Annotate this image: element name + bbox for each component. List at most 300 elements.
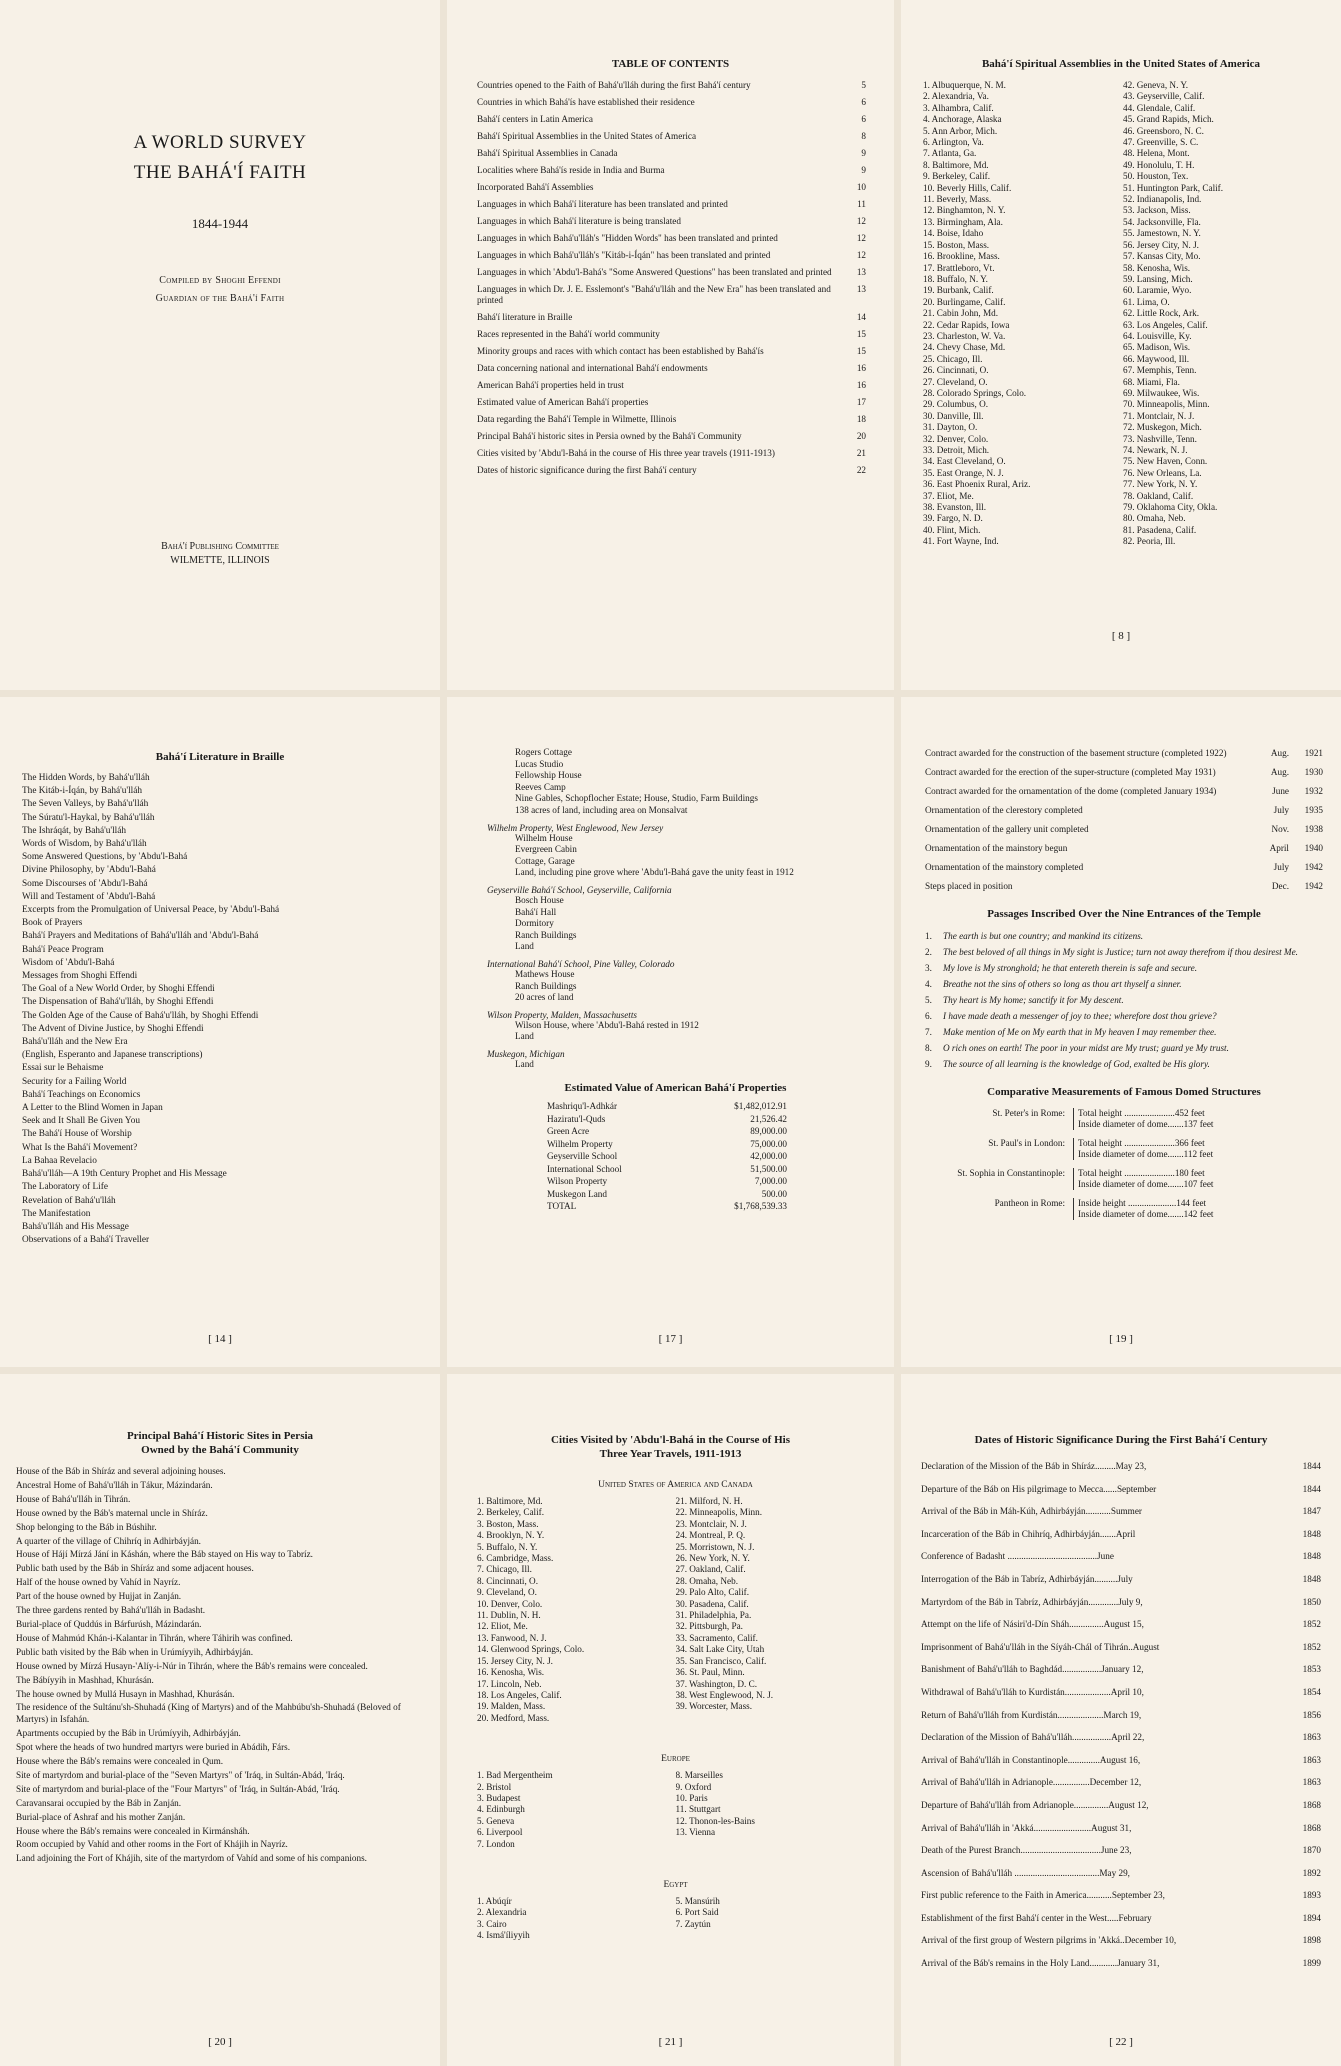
page-number: [ 22 ] xyxy=(1109,2036,1133,2048)
city-item: 12. Eliot, Me. xyxy=(477,1621,528,1632)
toc-entry-title: Races represented in the Bahá'í world community xyxy=(477,329,660,339)
date-year: 1894 xyxy=(1302,1912,1321,1923)
braille-item: Bahá'í Teachings on Economics xyxy=(22,1089,141,1100)
date-row xyxy=(921,1754,1321,1766)
value-label: Geyserville School xyxy=(547,1151,618,1162)
muskegon-list xyxy=(487,1059,864,1071)
braille-item: Will and Testament of 'Abdu'l-Bahá xyxy=(22,891,156,902)
date-year: 1868 xyxy=(1302,1799,1321,1810)
toc-entry xyxy=(477,380,866,391)
assembly-item: 36. East Phoenix Rural, Ariz. xyxy=(923,479,1031,490)
assembly-item: 52. Indianapolis, Ind. xyxy=(1123,194,1202,205)
assembly-item: 54. Jacksonville, Fla. xyxy=(1123,216,1201,227)
assembly-item: 26. Cincinnati, O. xyxy=(923,365,989,376)
toc-heading: TABLE OF CONTENTS xyxy=(611,58,730,70)
toc-entry xyxy=(477,431,866,442)
site-item: House of Bahá'u'lláh in Tihrán. xyxy=(16,1493,131,1504)
toc-entry xyxy=(477,448,866,459)
toc-entry-page: 14 xyxy=(856,312,866,322)
toc-entry-title: Incorporated Bahá'í Assemblies xyxy=(477,182,594,192)
dome-value-1: Total height ......................366 feet xyxy=(1078,1138,1205,1148)
value-amount: 89,000.00 xyxy=(750,1126,787,1137)
contract-text: Steps placed in position xyxy=(925,881,1013,891)
assembly-item: 62. Little Rock, Ark. xyxy=(1123,308,1200,319)
date-event: Arrival of the Báb in Máh-Kúh, Adhirbáyján...........Summer xyxy=(921,1506,1142,1517)
europe-heading: Europe xyxy=(661,1754,690,1765)
contract-month: April xyxy=(1269,843,1289,853)
assembly-item: 15. Boston, Mass. xyxy=(923,239,990,250)
date-row xyxy=(921,1822,1321,1834)
title-dates: 1844-1944 xyxy=(191,216,249,231)
passage-row xyxy=(925,994,1323,1006)
braille-list xyxy=(22,772,424,1247)
passage-text: I have made death a messenger of joy to thee; wherefore dost thou grieve? xyxy=(943,1011,1217,1021)
toc-entry-page: 9 xyxy=(861,148,866,158)
braille-item: The Seven Valleys, by Bahá'u'lláh xyxy=(22,799,149,810)
contract-row xyxy=(925,766,1323,778)
europe-col-2 xyxy=(676,1770,875,1850)
date-year: 1899 xyxy=(1302,1958,1321,1969)
city-item: 11. Dublin, N. H. xyxy=(477,1610,541,1621)
assembly-item: 77. New York, N. Y. xyxy=(1123,479,1198,490)
contract-month: June xyxy=(1272,786,1289,796)
date-event: Death of the Purest Branch...................................June 23, xyxy=(921,1845,1132,1856)
properties-content xyxy=(487,747,864,1213)
toc-entry xyxy=(477,465,866,476)
property-item: Reeves Camp xyxy=(515,781,566,792)
braille-item: Seek and It Shall Be Given You xyxy=(22,1116,141,1127)
date-year: 1870 xyxy=(1302,1845,1321,1856)
passage-text: Thy heart is My home; sanctify it for My descent. xyxy=(943,995,1124,1005)
date-row xyxy=(921,1505,1321,1517)
toc-entry-title: Minority groups and races with which contact has been established by Bahá'ís xyxy=(477,346,764,356)
assembly-item: 79. Oklahoma City, Okla. xyxy=(1123,502,1218,513)
dome-name: St. Paul's in London: xyxy=(988,1138,1065,1148)
braille-item: Bahá'í Peace Program xyxy=(22,944,104,955)
toc-entry-page: 18 xyxy=(856,414,866,424)
passage-row xyxy=(925,1010,1323,1022)
site-item: The Bábíyyih in Mashhad, Khurásán. xyxy=(16,1674,154,1685)
date-year: 1847 xyxy=(1302,1506,1321,1517)
passage-text: The earth is but one country; and mankind its citizens. xyxy=(943,931,1144,941)
date-row xyxy=(921,1528,1321,1540)
date-row xyxy=(921,1889,1321,1901)
braille-item: Excerpts from the Promulgation of Universal Peace, by 'Abdu'l-Bahá xyxy=(22,905,280,916)
contract-month: Aug. xyxy=(1270,748,1289,758)
property-item: Fellowship House xyxy=(515,770,582,781)
toc-entry-title: Bahá'í Spiritual Assemblies in the United States of America xyxy=(477,131,697,141)
braille-item: A Letter to the Blind Women in Japan xyxy=(22,1103,163,1114)
date-row xyxy=(921,1867,1321,1879)
persia-heading-2: Owned by the Bahá'í Community xyxy=(141,1444,299,1456)
assembly-item: 40. Flint, Mich. xyxy=(923,524,981,535)
city-item: 4. Edinburgh xyxy=(477,1804,525,1815)
contract-year: 1935 xyxy=(1304,805,1323,815)
contract-text: Ornamentation of the mainstory completed xyxy=(925,862,1084,872)
city-item: 2. Alexandria xyxy=(477,1907,527,1918)
site-item: The residence of the Sultánu'sh-Shuhadá (King of Martyrs) and of the Mahbúbu'sh-Shuhadá (Beloved of Martyrs) in Isfahán. xyxy=(16,1702,401,1725)
date-event: Arrival of the Báb's remains in the Holy Land............January 31, xyxy=(921,1958,1160,1969)
toc-entry xyxy=(477,114,866,125)
value-label: Haziratu'l-Quds xyxy=(547,1113,606,1124)
contracts-list xyxy=(925,747,1323,892)
braille-item: La Bahaa Revelacio xyxy=(22,1155,97,1166)
contract-row xyxy=(925,823,1323,835)
site-item: House owned by Mírzá Husayn-'Alíy-i-Núr in Tihrán, where the Báb's remains were concealed. xyxy=(16,1660,368,1671)
date-year: 1853 xyxy=(1302,1664,1321,1675)
city-item: 5. Geneva xyxy=(477,1815,515,1826)
assembly-item: 50. Houston, Tex. xyxy=(1123,171,1189,182)
page-number: [ 20 ] xyxy=(208,2036,232,2048)
contract-year: 1940 xyxy=(1304,843,1323,853)
braille-item: The Bahá'í House of Worship xyxy=(22,1129,132,1140)
city-item: 1. Baltimore, Md. xyxy=(477,1496,543,1506)
date-year: 1856 xyxy=(1302,1709,1321,1720)
site-item: The three gardens rented by Bahá'u'lláh in Badasht. xyxy=(16,1605,206,1616)
toc-entry-page: 12 xyxy=(856,216,866,226)
page-number: [ 17 ] xyxy=(658,1333,683,1345)
passage-text: The best beloved of all things in My sight is Justice; turn not away therefrom if thou desirest Me. xyxy=(943,947,1298,957)
braille-item: The Laboratory of Life xyxy=(22,1182,108,1193)
city-item: 19. Malden, Mass. xyxy=(477,1701,546,1712)
city-item: 35. San Francisco, Calif. xyxy=(675,1655,767,1666)
date-year: 1854 xyxy=(1302,1686,1321,1697)
assembly-item: 60. Laramie, Wyo. xyxy=(1123,285,1192,296)
value-row xyxy=(547,1138,864,1151)
assembly-item: 29. Columbus, O. xyxy=(923,399,989,410)
date-event: Declaration of the Mission of the Báb in Shíráz.........May 23, xyxy=(921,1461,1147,1471)
assembly-item: 75. New Haven, Conn. xyxy=(1123,456,1208,467)
domes-table xyxy=(925,1108,1323,1220)
city-item: 6. Cambridge, Mass. xyxy=(477,1553,554,1564)
passage-row xyxy=(925,1042,1323,1054)
value-row xyxy=(547,1163,864,1176)
braille-page xyxy=(0,697,440,1367)
city-item: 3. Cairo xyxy=(477,1918,507,1929)
toc-entry xyxy=(477,346,866,357)
contract-row xyxy=(925,842,1323,854)
site-item: Spot where the heads of two hundred martyrs were buried in Abádih, Fárs. xyxy=(16,1742,291,1753)
toc-entry-title: Languages in which Bahá'í literature has been translated and printed xyxy=(477,199,728,209)
assemblies-col-1 xyxy=(923,80,1123,548)
assembly-item: 73. Nashville, Tenn. xyxy=(1123,433,1197,444)
braille-item: The Golden Age of the Cause of Bahá'u'lláh, by Shoghi Effendi xyxy=(22,1010,259,1021)
temple-content xyxy=(925,747,1323,1228)
site-item: Apartments occupied by the Báb in Urúmíyyih, Adhirbáyján. xyxy=(16,1728,241,1739)
toc-entry-page: 6 xyxy=(861,97,866,107)
assemblies-page xyxy=(901,0,1341,690)
braille-heading: Bahá'í Literature in Braille xyxy=(155,751,285,763)
assembly-item: 42. Geneva, N. Y. xyxy=(1123,80,1189,90)
braille-item: The Súratu'l-Haykal, by Bahá'u'lláh xyxy=(22,812,155,823)
assembly-item: 65. Madison, Wis. xyxy=(1123,342,1191,353)
toc-entry-title: Estimated value of American Bahá'í properties xyxy=(477,397,649,407)
date-event: Incarceration of the Báb in Chihríq, Adhirbáyján.......April xyxy=(921,1528,1136,1539)
date-event: Departure of Bahá'u'lláh from Adrianople...............August 12, xyxy=(921,1799,1149,1810)
value-label: Wilson Property xyxy=(547,1176,608,1187)
property-item: Land xyxy=(515,941,534,952)
assembly-item: 22. Cedar Rapids, Iowa xyxy=(923,319,1010,330)
toc-page xyxy=(447,0,894,690)
toc-entry-page: 17 xyxy=(856,397,866,407)
assembly-item: 34. East Cleveland, O. xyxy=(923,456,1006,467)
city-item: 37. Washington, D. C. xyxy=(675,1678,758,1689)
braille-item: Messages from Shoghi Effendi xyxy=(22,971,138,982)
property-item: Wilhelm House xyxy=(515,832,573,843)
toc-entry-title: Languages in which Dr. J. E. Esslemont's "Bahá'u'lláh and the New Era" has been translated and printed xyxy=(477,284,831,305)
dome-row xyxy=(955,1108,1323,1130)
assembly-item: 56. Jersey City, N. J. xyxy=(1123,239,1199,250)
city-item: 24. Montreal, P. Q. xyxy=(675,1530,746,1541)
toc-list xyxy=(477,80,866,482)
property-item: Wilson House, where 'Abdu'l-Bahá rested in 1912 xyxy=(515,1019,699,1030)
city-item: 1. Abúqír xyxy=(477,1895,512,1906)
egypt-col-1 xyxy=(477,1896,676,1942)
page-number: [ 14 ] xyxy=(208,1333,232,1345)
site-item: Part of the house owned by Hujjat in Zanján. xyxy=(16,1591,182,1602)
contract-row xyxy=(925,785,1323,797)
toc-entry xyxy=(477,363,866,374)
assembly-item: 55. Jamestown, N. Y. xyxy=(1123,228,1201,239)
assembly-item: 61. Lima, O. xyxy=(1123,296,1170,307)
contract-year: 1930 xyxy=(1304,767,1323,777)
assembly-item: 44. Glendale, Calif. xyxy=(1123,102,1196,113)
assemblies-heading: Bahá'í Spiritual Assemblies in the United States of America xyxy=(981,58,1261,70)
toc-entry-page: 16 xyxy=(856,380,866,390)
contract-year: 1938 xyxy=(1304,824,1323,834)
passage-row xyxy=(925,978,1323,990)
assembly-item: 63. Los Angeles, Calif. xyxy=(1123,319,1208,330)
toc-entry-page: 21 xyxy=(856,448,866,458)
toc-entry-page: 22 xyxy=(856,465,866,475)
city-item: 14. Glenwood Springs, Colo. xyxy=(477,1644,585,1655)
dates-list xyxy=(921,1460,1321,1980)
value-row xyxy=(547,1200,864,1213)
braille-item: What Is the Bahá'í Movement? xyxy=(22,1142,138,1153)
date-year: 1863 xyxy=(1302,1732,1321,1743)
date-event: Conference of Badasht .......................................June xyxy=(921,1551,1114,1562)
city-item: 33. Sacramento, Calif. xyxy=(675,1632,758,1643)
date-row xyxy=(921,1844,1321,1856)
site-item: Site of martyrdom and burial-place of the "Four Martyrs" of 'Iráq, in Sultán-Abád, 'Iráq. xyxy=(16,1783,340,1794)
city-item: 7. Chicago, Ill. xyxy=(477,1564,532,1575)
contract-row xyxy=(925,747,1323,759)
date-row xyxy=(921,1731,1321,1743)
muskegon-heading: Muskegon, Michigan xyxy=(487,1048,565,1059)
assembly-item: 51. Huntington Park, Calif. xyxy=(1123,182,1224,193)
toc-entry-title: American Bahá'í properties held in trust xyxy=(477,380,624,390)
date-row xyxy=(921,1460,1321,1472)
contract-text: Contract awarded for the ornamentation of the dome (completed January 1934) xyxy=(925,786,1217,796)
passages-heading: Passages Inscribed Over the Nine Entrances of the Temple xyxy=(987,908,1261,920)
assembly-item: 45. Grand Rapids, Mich. xyxy=(1123,114,1214,125)
property-item: Bosch House xyxy=(515,894,564,905)
assembly-item: 25. Chicago, Ill. xyxy=(923,353,983,364)
site-item: A quarter of the village of Chihríq in Adhirbáyján. xyxy=(16,1535,201,1546)
date-row xyxy=(921,1550,1321,1562)
city-item: 5. Mansúrih xyxy=(675,1895,720,1906)
assembly-item: 8. Baltimore, Md. xyxy=(923,159,989,170)
assembly-item: 18. Buffalo, N. Y. xyxy=(923,273,988,284)
value-row xyxy=(547,1125,864,1138)
date-event: Arrival of Bahá'u'lláh in 'Akká.........................August 31, xyxy=(921,1822,1132,1833)
value-amount: 42,000.00 xyxy=(750,1151,787,1162)
toc-entry-page: 15 xyxy=(856,329,866,339)
property-item: Ranch Buildings xyxy=(515,980,577,991)
domes-heading: Comparative Measurements of Famous Domed Structures xyxy=(987,1086,1261,1098)
braille-item: The Hidden Words, by Bahá'u'lláh xyxy=(22,773,150,783)
site-item: Public bath visited by the Báb when in Urúmíyyih, Adhirbáyján. xyxy=(16,1646,254,1657)
value-amount: 21,526.42 xyxy=(750,1113,787,1124)
contract-year: 1932 xyxy=(1304,786,1323,796)
value-amount: $1,768,539.33 xyxy=(734,1201,787,1212)
assembly-item: 80. Omaha, Neb. xyxy=(1123,513,1186,524)
toc-entry-title: Bahá'í literature in Braille xyxy=(477,312,573,322)
city-item: 6. Liverpool xyxy=(477,1827,523,1838)
city-item: 18. Los Angeles, Calif. xyxy=(477,1689,562,1700)
braille-item: Words of Wisdom, by Bahá'u'lláh xyxy=(22,839,147,850)
assembly-item: 57. Kansas City, Mo. xyxy=(1123,251,1201,262)
assembly-item: 48. Helena, Mont. xyxy=(1123,148,1190,159)
property-item: Cottage, Garage xyxy=(515,855,575,866)
assembly-item: 27. Cleveland, O. xyxy=(923,376,988,387)
city-item: 23. Montclair, N. J. xyxy=(675,1518,747,1529)
value-label: International School xyxy=(547,1163,622,1174)
assembly-item: 71. Montclair, N. J. xyxy=(1123,410,1195,421)
passage-row xyxy=(925,930,1323,942)
value-amount: 51,500.00 xyxy=(750,1163,787,1174)
dome-row xyxy=(955,1168,1323,1190)
city-item: 13. Fanwood, N. J. xyxy=(477,1632,547,1643)
toc-entry xyxy=(477,165,866,176)
passage-number: 7. xyxy=(925,1027,932,1037)
assembly-item: 20. Burlingame, Calif. xyxy=(923,296,1006,307)
date-year: 1863 xyxy=(1302,1777,1321,1788)
toc-entry-page: 10 xyxy=(856,182,866,192)
assembly-item: 30. Danville, Ill. xyxy=(923,410,984,421)
persia-heading-1: Principal Bahá'í Historic Sites in Persia xyxy=(126,1430,314,1442)
assembly-item: 39. Fargo, N. D. xyxy=(923,513,983,524)
city-item: 2. Bristol xyxy=(477,1781,512,1792)
passage-row xyxy=(925,1058,1323,1070)
value-label: TOTAL xyxy=(547,1201,577,1212)
property-item: Mathews House xyxy=(515,968,575,979)
passage-number: 2. xyxy=(925,947,932,957)
cities-heading-1: Cities Visited by 'Abdu'l-Bahá in the Course of His xyxy=(551,1434,790,1446)
date-year: 1892 xyxy=(1302,1867,1321,1878)
property-item: 20 acres of land xyxy=(515,992,574,1003)
city-item: 30. Pasadena, Calif. xyxy=(675,1598,749,1609)
contract-month: Aug. xyxy=(1270,767,1289,777)
site-item: Burial-place of Ashraf and his mother Zanján. xyxy=(16,1811,186,1822)
toc-entry xyxy=(477,267,866,278)
dome-value-2: Inside diameter of dome.......112 feet xyxy=(1078,1149,1214,1159)
braille-item: The Manifestation xyxy=(22,1208,91,1219)
city-item: 8. Marseilles xyxy=(675,1770,723,1781)
toc-entry xyxy=(477,182,866,193)
toc-entry xyxy=(477,80,866,91)
passage-number: 4. xyxy=(925,979,932,989)
dome-values xyxy=(1073,1108,1213,1130)
properties-page xyxy=(447,697,894,1367)
assembly-item: 82. Peoria, Ill. xyxy=(1123,536,1176,547)
toc-entry xyxy=(477,131,866,142)
assembly-item: 5. Ann Arbor, Mich. xyxy=(923,125,998,136)
city-item: 1. Bad Mergentheim xyxy=(477,1770,553,1781)
estimated-value-heading: Estimated Value of American Bahá'í Properties xyxy=(564,1082,787,1095)
dome-value-2: Inside diameter of dome.......137 feet xyxy=(1078,1119,1214,1129)
passage-row xyxy=(925,1026,1323,1038)
passage-number: 3. xyxy=(925,963,932,973)
site-item: House where the Báb's remains were concealed in Kirmánsháh. xyxy=(16,1825,250,1836)
passage-number: 8. xyxy=(925,1043,932,1053)
value-row xyxy=(547,1113,864,1126)
egypt-heading: Egypt xyxy=(663,1879,688,1890)
contract-year: 1921 xyxy=(1304,748,1323,758)
assembly-item: 32. Denver, Colo. xyxy=(923,433,989,444)
date-row xyxy=(921,1776,1321,1788)
assembly-item: 46. Greensboro, N. C. xyxy=(1123,125,1204,136)
assembly-item: 33. Detroit, Mich. xyxy=(923,445,990,455)
braille-item: The Kitáb-i-Íqán, by Bahá'u'lláh xyxy=(22,786,143,797)
contract-text: Contract awarded for the construction of the basement structure (completed 1922) xyxy=(925,748,1227,758)
date-year: 1863 xyxy=(1302,1754,1321,1765)
city-item: 10. Denver, Colo. xyxy=(477,1598,543,1609)
toc-entry-page: 16 xyxy=(856,363,866,373)
title-line-2: THE BAHÁ'Í FAITH xyxy=(133,162,307,183)
date-event: Interrogation of the Báb in Tabríz, Adhirbáyján..........July xyxy=(921,1573,1133,1584)
assembly-item: 2. Alexandria, Va. xyxy=(923,91,989,102)
passage-number: 9. xyxy=(925,1059,932,1069)
contract-month: July xyxy=(1273,862,1289,872)
assembly-item: 10. Beverly Hills, Calif. xyxy=(923,182,1012,193)
site-item: Burial-place of Quddús in Bárfurúsh, Mázindarán. xyxy=(16,1618,202,1629)
value-amount: 7,000.00 xyxy=(754,1176,787,1187)
value-amount: 75,000.00 xyxy=(750,1138,787,1149)
contract-month: Dec. xyxy=(1271,881,1289,891)
us-col-2 xyxy=(676,1496,875,1724)
passages-list xyxy=(925,930,1323,1070)
date-year: 1850 xyxy=(1302,1596,1321,1607)
contract-year: 1942 xyxy=(1304,862,1323,872)
assemblies-list xyxy=(923,80,1323,548)
date-event: First public reference to the Faith in America...........September 23, xyxy=(921,1890,1165,1901)
site-item: Shop belonging to the Báb in Búshihr. xyxy=(16,1521,157,1532)
property-item: Ranch Buildings xyxy=(515,929,577,940)
egypt-list xyxy=(477,1896,874,1942)
date-row xyxy=(921,1912,1321,1924)
passage-row xyxy=(925,962,1323,974)
date-event: Establishment of the first Bahá'í center in the West.....February xyxy=(921,1912,1152,1923)
site-item: Caravansarai occupied by the Báb in Zanján. xyxy=(16,1797,182,1808)
passage-text: My love is My stronghold; he that entereth therein is safe and secure. xyxy=(943,963,1198,973)
city-item: 39. Worcester, Mass. xyxy=(675,1701,753,1712)
city-item: 17. Lincoln, Neb. xyxy=(477,1678,542,1689)
braille-item: Bahá'u'lláh and the New Era xyxy=(22,1037,128,1048)
city-item: 5. Buffalo, N. Y. xyxy=(477,1541,538,1552)
property-item: Nine Gables, Schopflocher Estate; House, Studio, Farm Buildings xyxy=(515,793,758,804)
assembly-item: 67. Memphis, Tenn. xyxy=(1123,365,1197,376)
dome-name: Pantheon in Rome: xyxy=(994,1198,1065,1208)
assembly-item: 16. Brookline, Mass. xyxy=(923,251,1000,262)
us-canada-heading: United States of America and Canada xyxy=(598,1480,753,1490)
toc-entry-title: Languages in which Bahá'u'lláh's "Kitáb-i-Íqán" has been translated and printed xyxy=(477,250,771,260)
toc-entry-title: Data regarding the Bahá'í Temple in Wilmette, Illinois xyxy=(477,414,677,424)
assembly-item: 59. Lansing, Mich. xyxy=(1123,273,1193,284)
persia-sites-page xyxy=(0,1374,440,2066)
intl-school-heading: International Bahá'í School, Pine Valley, Colorado xyxy=(487,958,675,969)
date-row xyxy=(921,1618,1321,1630)
